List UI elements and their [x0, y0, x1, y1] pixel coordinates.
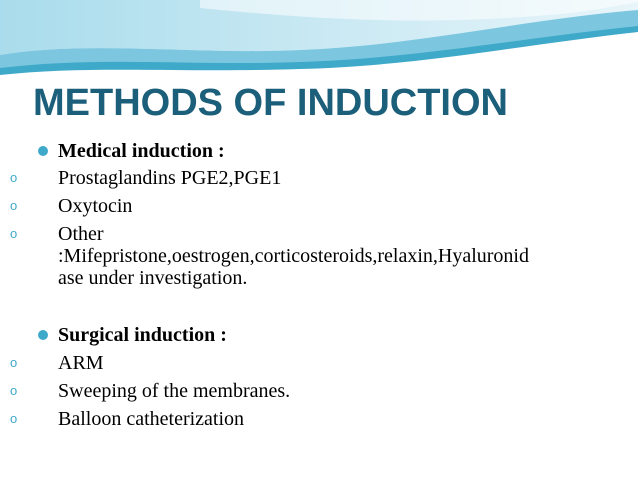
circle-bullet-icon: o: [10, 383, 18, 398]
round-bullet-icon: [38, 330, 48, 340]
surgical-item-text: Balloon catheterization: [58, 408, 245, 430]
list-item: [0, 380, 638, 402]
medical-heading: Medical induction :: [58, 140, 225, 162]
slide-title: METHODS OF INDUCTION: [33, 82, 508, 124]
circle-bullet-icon: o: [10, 226, 18, 241]
circle-bullet-icon: o: [10, 198, 18, 213]
circle-bullet-icon: o: [10, 170, 18, 185]
list-item-medical-heading: [0, 140, 638, 162]
surgical-item-text: Sweeping of the membranes.: [58, 380, 291, 402]
medical-item-text: Prostaglandins PGE2,PGE1: [58, 167, 282, 189]
list-item-surgical-heading: [0, 324, 638, 346]
circle-bullet-icon: o: [10, 355, 18, 370]
list-item: [0, 352, 638, 374]
medical-item-text-continued: :Mifepristone,oestrogen,corticosteroids,relaxin,Hyaluronid: [58, 245, 529, 267]
list-item: [0, 167, 638, 189]
medical-item-text: Oxytocin: [58, 195, 133, 217]
list-item: [0, 195, 638, 217]
medical-item-text: Other: [58, 223, 104, 245]
round-bullet-icon: [38, 146, 48, 156]
list-item: [0, 223, 638, 289]
circle-bullet-icon: o: [10, 411, 18, 426]
list-item: [0, 408, 638, 430]
surgical-heading: Surgical induction :: [58, 324, 227, 346]
surgical-item-text: ARM: [58, 352, 104, 374]
medical-item-text-continued: ase under investigation.: [58, 267, 248, 289]
decorative-wave-header: [0, 0, 638, 80]
